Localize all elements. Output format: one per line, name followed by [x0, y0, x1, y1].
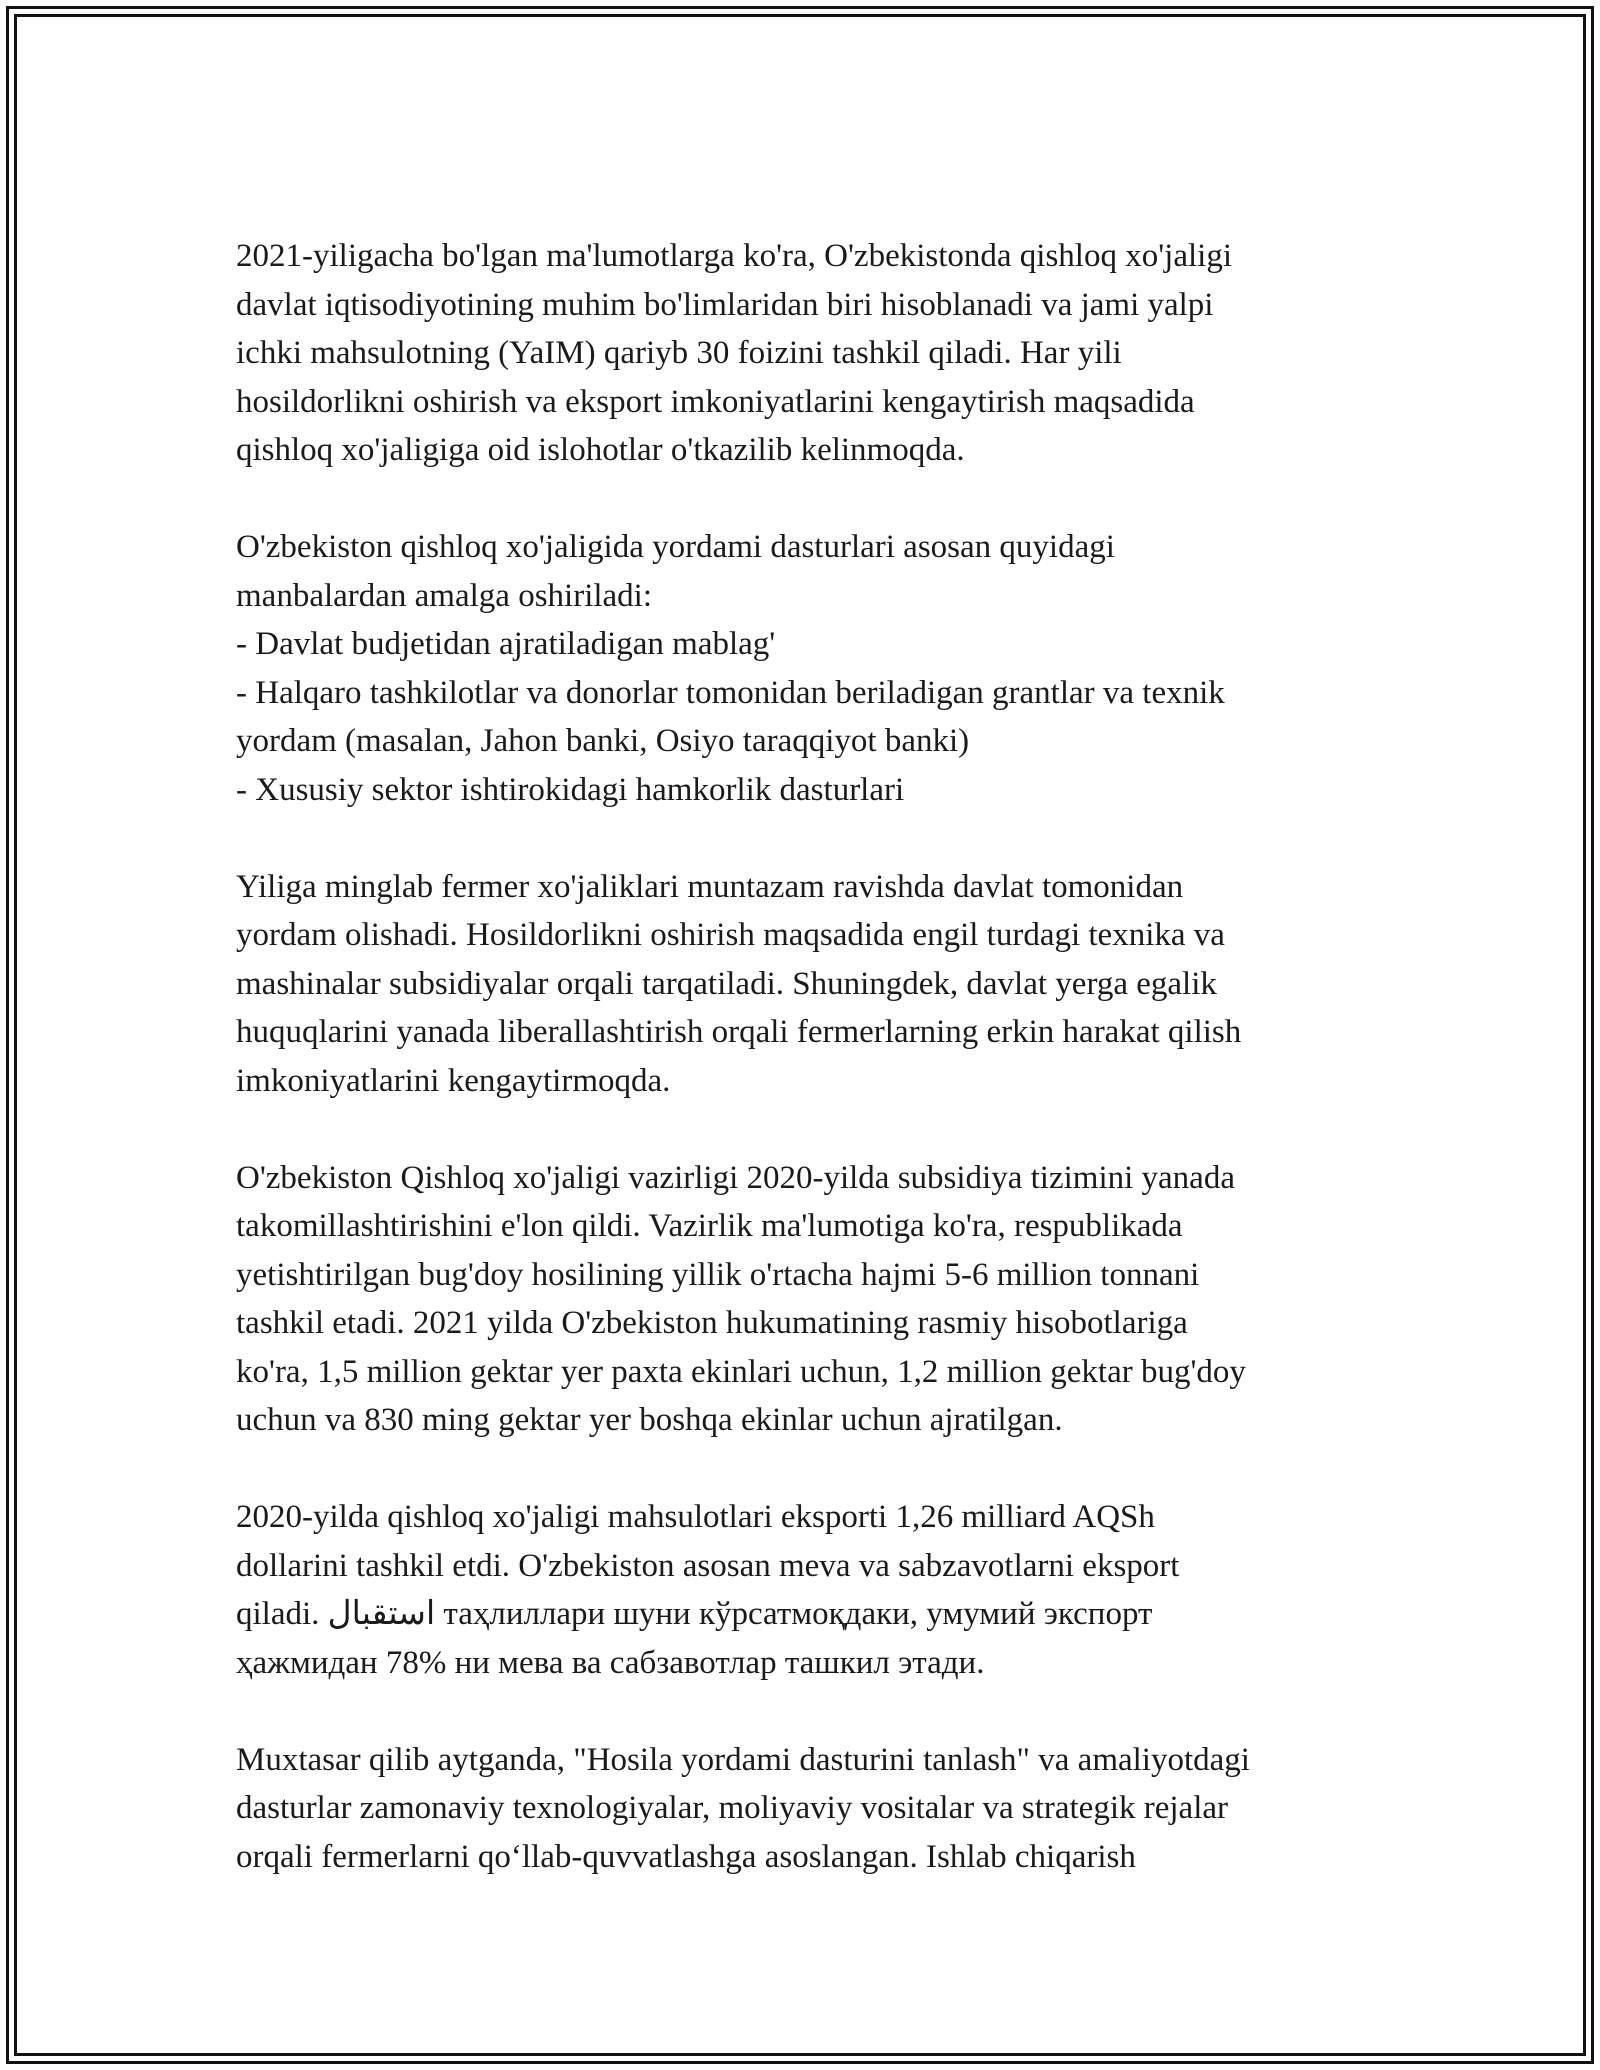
- text-line: O'zbekiston Qishloq xo'jaligi vazirligi 2020-yilda subsidiya tizimini yanada: [236, 1159, 1235, 1196]
- paragraph-conclusion: [236, 1736, 1386, 1882]
- text-line: Muxtasar qilib aytganda, "Hosila yordami dasturini tanlash" va amaliyotdagi: [236, 1741, 1250, 1778]
- text-line: qishloq xo'jaligiga oid islohotlar o'tkazilib kelinmoqda.: [236, 432, 965, 468]
- text-line: O'zbekiston qishloq xo'jaligida yordami dasturlari asosan quyidagi: [236, 529, 1115, 565]
- text-line: orqali fermerlarni qoʻllab-quvvatlashga asoslangan. Ishlab chiqarish: [236, 1838, 1136, 1875]
- text-line: yetishtirilgan bug'doy hosilining yillik o'rtacha hajmi 5-6 million tonnani: [236, 1256, 1200, 1293]
- text-line: dasturlar zamonaviy texnologiyalar, moliyaviy vositalar va strategik rejalar: [236, 1790, 1228, 1826]
- document-body: [236, 232, 1386, 1881]
- text-line: huquqlarini yanada liberallashtirish orqali fermerlarning erkin harakat qilish: [236, 1014, 1242, 1050]
- paragraph-agriculture-overview: [236, 232, 1386, 475]
- text-line: qiladi. استقبال таҳлиллари шуни кўрсатмоқдаки, умумий экспорт: [236, 1596, 1153, 1632]
- text-line: imkoniyatlarini kengaytirmoqda.: [236, 1062, 671, 1099]
- text-line: ichki mahsulotning (YaIM) qariyb 30 foizini tashkil qiladi. Har yili: [236, 335, 1122, 371]
- text-line: yordam (masalan, Jahon banki, Osiyo taraqqiyot banki): [236, 723, 970, 759]
- text-line: davlat iqtisodiyotining muhim bo'limlaridan biri hisoblanadi va jami yalpi: [236, 286, 1214, 323]
- text-line: 2020-yilda qishloq xo'jaligi mahsulotlari eksporti 1,26 milliard AQSh: [236, 1499, 1155, 1535]
- list-item: - Xususiy sektor ishtirokidagi hamkorlik dasturlari: [236, 771, 905, 808]
- list-item: - Halqaro tashkilotlar va donorlar tomonidan beriladigan grantlar va texnik: [236, 674, 1225, 711]
- list-item: - Davlat budjetidan ajratiladigan mablag': [236, 626, 776, 662]
- text-line: ҳажмидан 78% ни мева ва сабзавотлар ташкил этади.: [236, 1644, 985, 1681]
- text-line: manbalardan amalga oshiriladi:: [236, 577, 653, 614]
- text-line: dollarini tashkil etdi. O'zbekiston asosan meva va sabzavotlarni eksport: [236, 1547, 1180, 1584]
- text-line: tashkil etadi. 2021 yilda O'zbekiston hukumatining rasmiy hisobotlariga: [236, 1305, 1188, 1341]
- text-line: ko'ra, 1,5 million gektar yer paxta ekinlari uchun, 1,2 million gektar bug'doy: [236, 1353, 1246, 1390]
- paragraph-support-sources: [236, 523, 1386, 814]
- text-line: yordam olishadi. Hosildorlikni oshirish maqsadida engil turdagi texnika va: [236, 917, 1225, 953]
- paragraph-export: [236, 1493, 1386, 1687]
- paragraph-farm-support: [236, 863, 1386, 1106]
- text-line: uchun va 830 ming gektar yer boshqa ekinlar uchun ajratilgan.: [236, 1402, 1063, 1438]
- text-line: mashinalar subsidiyalar orqali tarqatiladi. Shuningdek, davlat yerga egalik: [236, 965, 1217, 1002]
- text-line: 2021-yiligacha bo'lgan ma'lumotlarga ko'ra, O'zbekistonda qishloq xo'jaligi: [236, 238, 1232, 274]
- text-line: hosildorlikni oshirish va eksport imkoniyatlarini kengaytirish maqsadida: [236, 383, 1195, 420]
- text-line: Yiliga minglab fermer xo'jaliklari muntazam ravishda davlat tomonidan: [236, 868, 1184, 905]
- paragraph-ministry-statistics: [236, 1154, 1386, 1445]
- text-line: takomillashtirishini e'lon qildi. Vazirlik ma'lumotiga ko'ra, respublikada: [236, 1208, 1183, 1244]
